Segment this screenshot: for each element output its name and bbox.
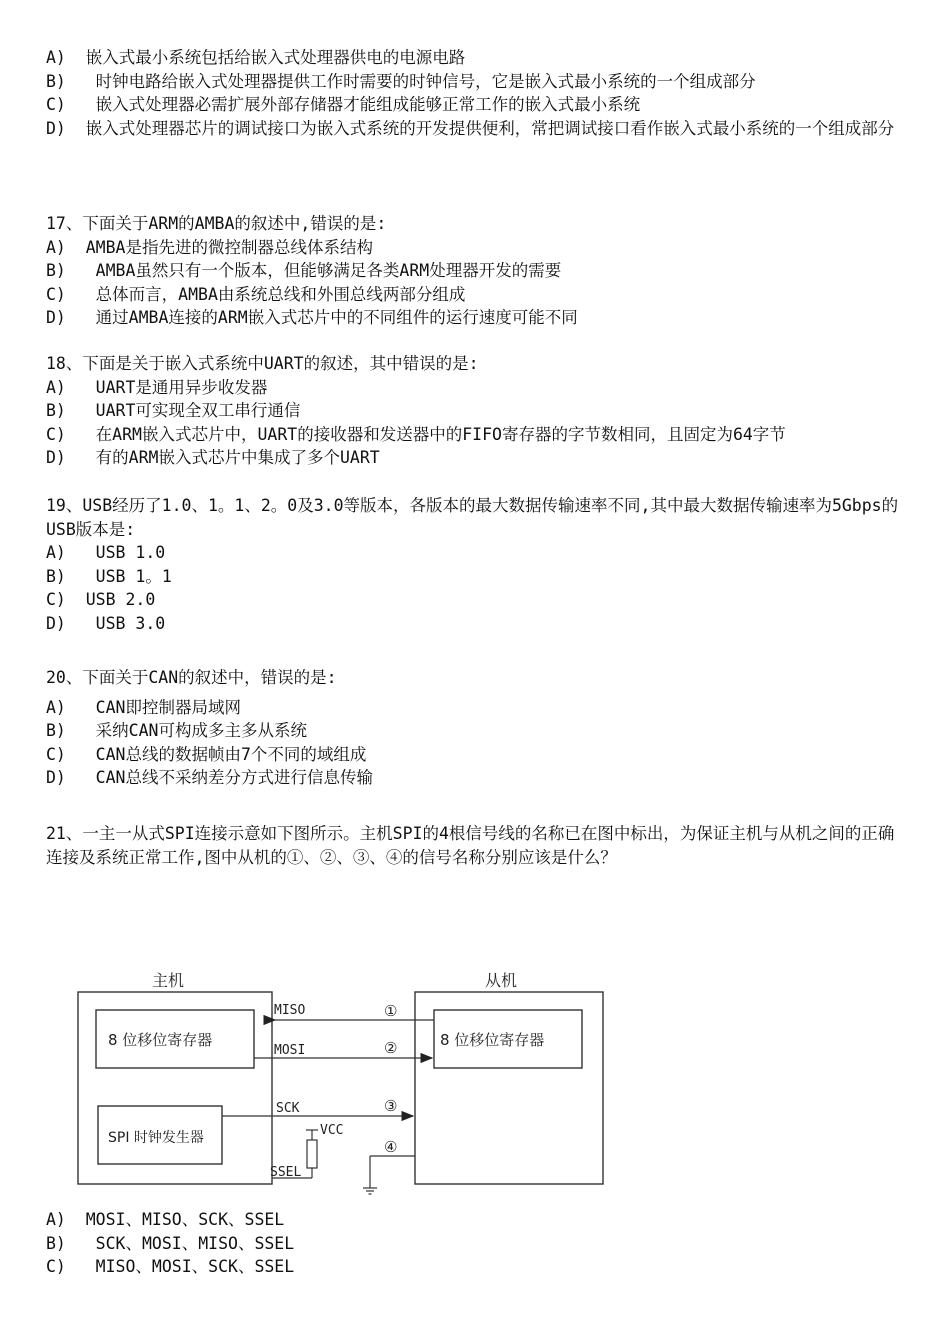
marker-3: ③ xyxy=(384,1097,398,1115)
question-16-options xyxy=(46,46,906,140)
q19-option-c: C) USB 2.0 xyxy=(46,590,156,609)
q16-option-c: C) 嵌入式处理器必需扩展外部存储器才能组成能够正常工作的嵌入式最小系统 xyxy=(46,95,641,114)
q20-option-a: A) CAN即控制器局域网 xyxy=(46,697,241,717)
q19-option-d: D) USB 3.0 xyxy=(46,613,166,633)
marker-2: ② xyxy=(384,1039,398,1057)
q21-option-b: B) SCK、MOSI、MISO、SSEL xyxy=(46,1233,295,1253)
q16-option-a: A) 嵌入式最小系统包括给嵌入式处理器供电的电源电路 xyxy=(46,48,466,67)
q18-stem: 18、下面是关于嵌入式系统中UART的叙述，其中错误的是: xyxy=(46,354,479,373)
q20-option-b: B) 采纳CAN可构成多主多从系统 xyxy=(46,721,307,740)
question-21-options xyxy=(46,1208,906,1279)
spi-connection-diagram xyxy=(70,960,615,1200)
q16-option-d: D) 嵌入式处理器芯片的调试接口为嵌入式系统的开发提供便利，常把调试接口看作嵌入式最小系统的一个组成部分 xyxy=(46,118,895,138)
q20-option-d: D) CAN总线不采纳差分方式进行信息传输 xyxy=(46,768,373,787)
q16-option-b: B) 时钟电路给嵌入式处理器提供工作时需要的时钟信号，它是嵌入式最小系统的一个组成部分 xyxy=(46,71,756,91)
vcc-label: VCC xyxy=(320,1123,344,1138)
q21-option-c: C) MISO、MOSI、SCK、SSEL xyxy=(46,1257,295,1276)
q20-option-c: C) CAN总线的数据帧由7个不同的域组成 xyxy=(46,744,367,764)
slave-box xyxy=(415,992,603,1184)
marker-1: ① xyxy=(384,1002,398,1020)
q21-stem: 21、一主一从式SPI连接示意如下图所示。主机SPI的4根信号线的名称已在图中标出，为保证主机与从机之间的正确连接及系统正常工作,图中从机的①、②、③、④的信号名称分别应该是什么？ xyxy=(46,824,895,867)
slave-label: 从机 xyxy=(485,971,518,990)
q17-option-b: B) AMBA虽然只有一个版本，但能够满足各类ARM处理器开发的需要 xyxy=(46,261,562,280)
question-17 xyxy=(46,212,906,330)
q17-option-c: C) 总体而言，AMBA由系统总线和外围总线两部分组成 xyxy=(46,284,466,304)
question-18 xyxy=(46,352,906,470)
signal-miso-label: MISO xyxy=(274,1003,306,1018)
q21-option-a: A) MOSI、MISO、SCK、SSEL xyxy=(46,1210,285,1229)
q19-option-a: A) USB 1.0 xyxy=(46,543,166,562)
question-21 xyxy=(46,822,906,869)
slave-shift-register-label: 8 位移位寄存器 xyxy=(440,1031,545,1049)
master-box xyxy=(78,992,272,1184)
q18-option-a: A) UART是通用异步收发器 xyxy=(46,377,268,397)
q20-stem: 20、下面关于CAN的叙述中，错误的是: xyxy=(46,668,337,687)
q18-option-c: C) 在ARM嵌入式芯片中，UART的接收器和发送器中的FIFO寄存器的字节数相同，且固定为64字节 xyxy=(46,424,786,444)
q19-option-b: B) USB 1。1 xyxy=(46,566,172,586)
master-shift-register-label: 8 位移位寄存器 xyxy=(108,1031,213,1049)
master-label: 主机 xyxy=(152,971,185,990)
signal-mosi-label: MOSI xyxy=(274,1043,306,1058)
q18-option-b: B) UART可实现全双工串行通信 xyxy=(46,401,301,420)
spi-clock-generator-label: SPI 时钟发生器 xyxy=(108,1130,204,1146)
q17-option-a: A) AMBA是指先进的微控制器总线体系结构 xyxy=(46,237,373,257)
q18-option-d: D) 有的ARM嵌入式芯片中集成了多个UART xyxy=(46,448,380,467)
signal-sck-label: SCK xyxy=(276,1101,300,1116)
q19-stem: 19、USB经历了1.0、1。1、2。0及3.0等版本，各版本的最大数据传输速率不同,其中最大数据传输速率为5Gbps的USB版本是: xyxy=(46,496,899,539)
q17-stem: 17、下面关于ARM的AMBA的叙述中,错误的是: xyxy=(46,214,387,233)
pullup-resistor xyxy=(307,1140,317,1168)
question-19 xyxy=(46,494,906,635)
question-20 xyxy=(46,666,906,790)
marker-4: ④ xyxy=(384,1138,398,1156)
signal-ssel-label: SSEL xyxy=(270,1165,302,1180)
q17-option-d: D) 通过AMBA连接的ARM嵌入式芯片中的不同组件的运行速度可能不同 xyxy=(46,308,578,327)
